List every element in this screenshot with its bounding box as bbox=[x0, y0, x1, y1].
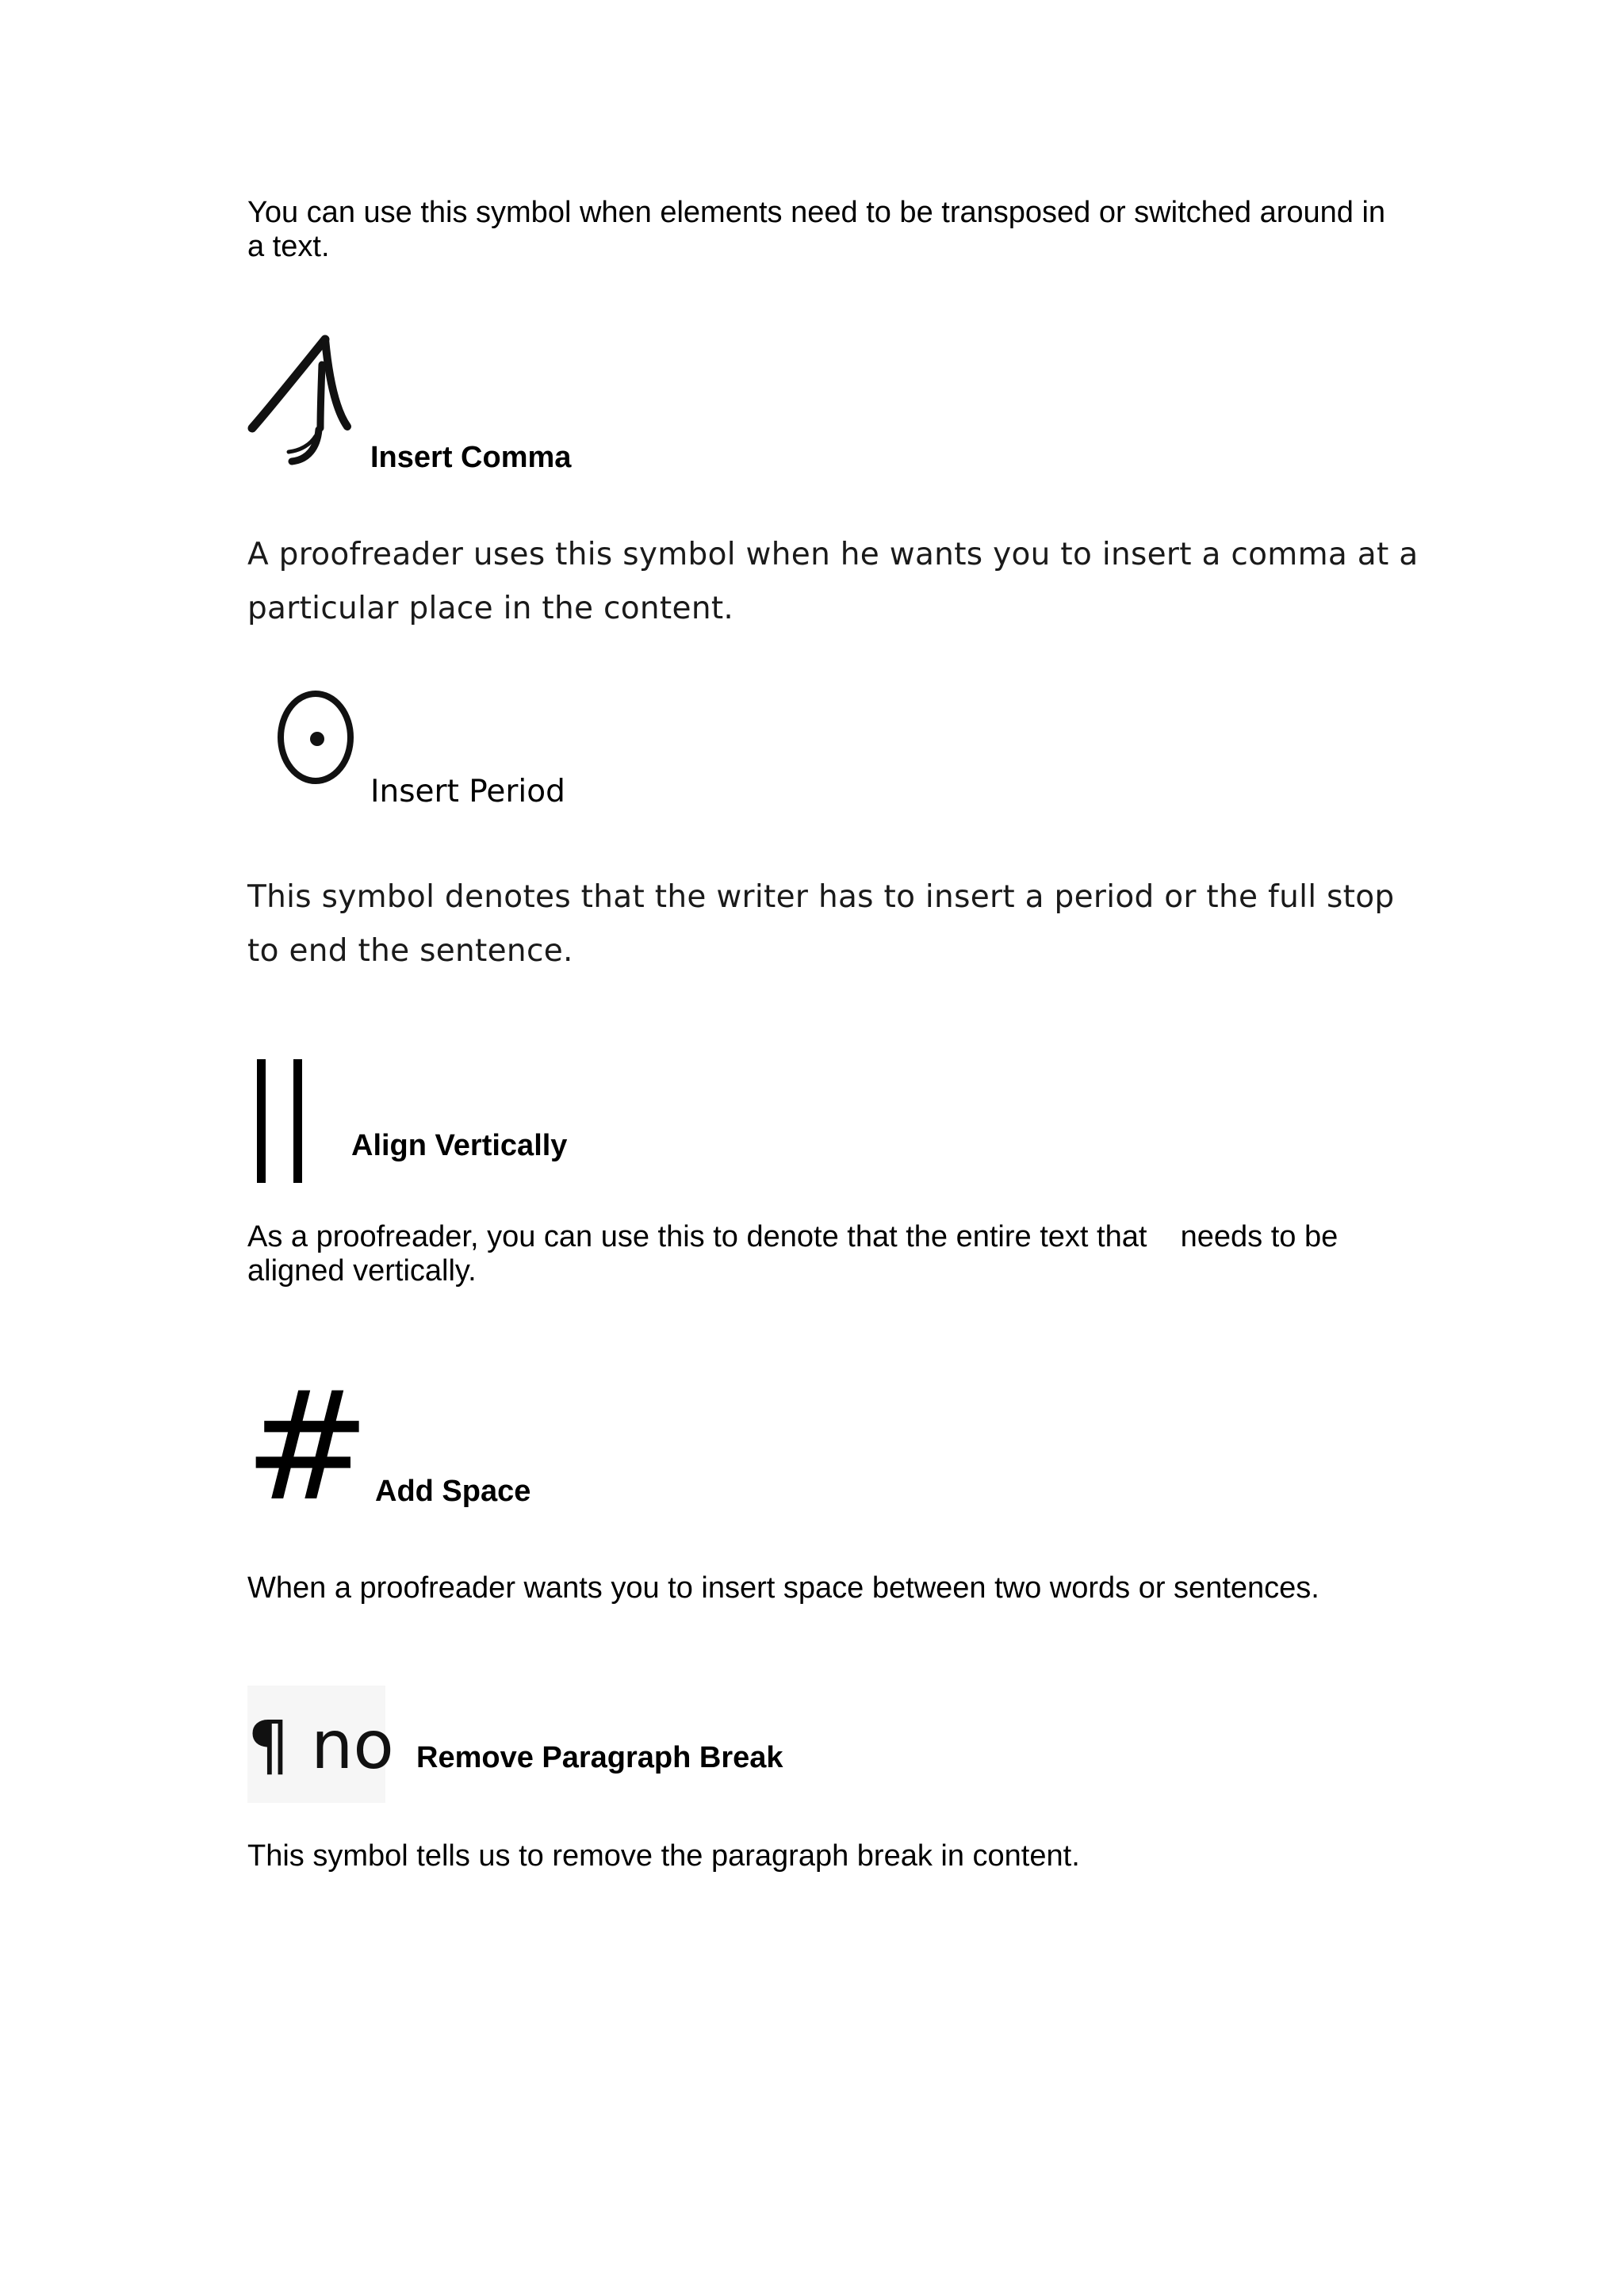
align-vertically-description: As a proofreader, you can use this to denote that the entire text that needs to be aligned vertically. bbox=[247, 1220, 1346, 1288]
insert-comma-heading: Insert Comma bbox=[370, 441, 572, 474]
add-space-heading: Add Space bbox=[375, 1475, 531, 1508]
insert-comma-symbol-icon bbox=[246, 333, 357, 468]
align-vertically-heading: Align Vertically bbox=[351, 1129, 568, 1162]
pilcrow-no-icon: ¶ no bbox=[247, 1706, 394, 1784]
hash-symbol-icon: # bbox=[244, 1359, 371, 1534]
remove-paragraph-break-description: This symbol tells us to remove the paragraph break in content. bbox=[247, 1839, 1080, 1873]
insert-period-symbol-icon bbox=[270, 683, 365, 802]
align-vertically-symbol-icon bbox=[252, 1059, 309, 1186]
insert-period-heading: Insert Period bbox=[370, 774, 565, 809]
add-space-description: When a proofreader wants you to insert space between two words or sentences. bbox=[247, 1571, 1320, 1605]
insert-period-description: This symbol denotes that the writer has to insert a period or the full stop to end the sentence. bbox=[247, 879, 1395, 969]
remove-paragraph-break-heading: Remove Paragraph Break bbox=[416, 1741, 783, 1774]
insert-comma-description: A proofreader uses this symbol when he wants you to insert a comma at a particular place in the content. bbox=[247, 537, 1419, 626]
intro-paragraph: You can use this symbol when elements need to be transposed or switched around in a text. bbox=[247, 196, 1386, 263]
pilcrow-symbol-box bbox=[247, 1686, 394, 1803]
